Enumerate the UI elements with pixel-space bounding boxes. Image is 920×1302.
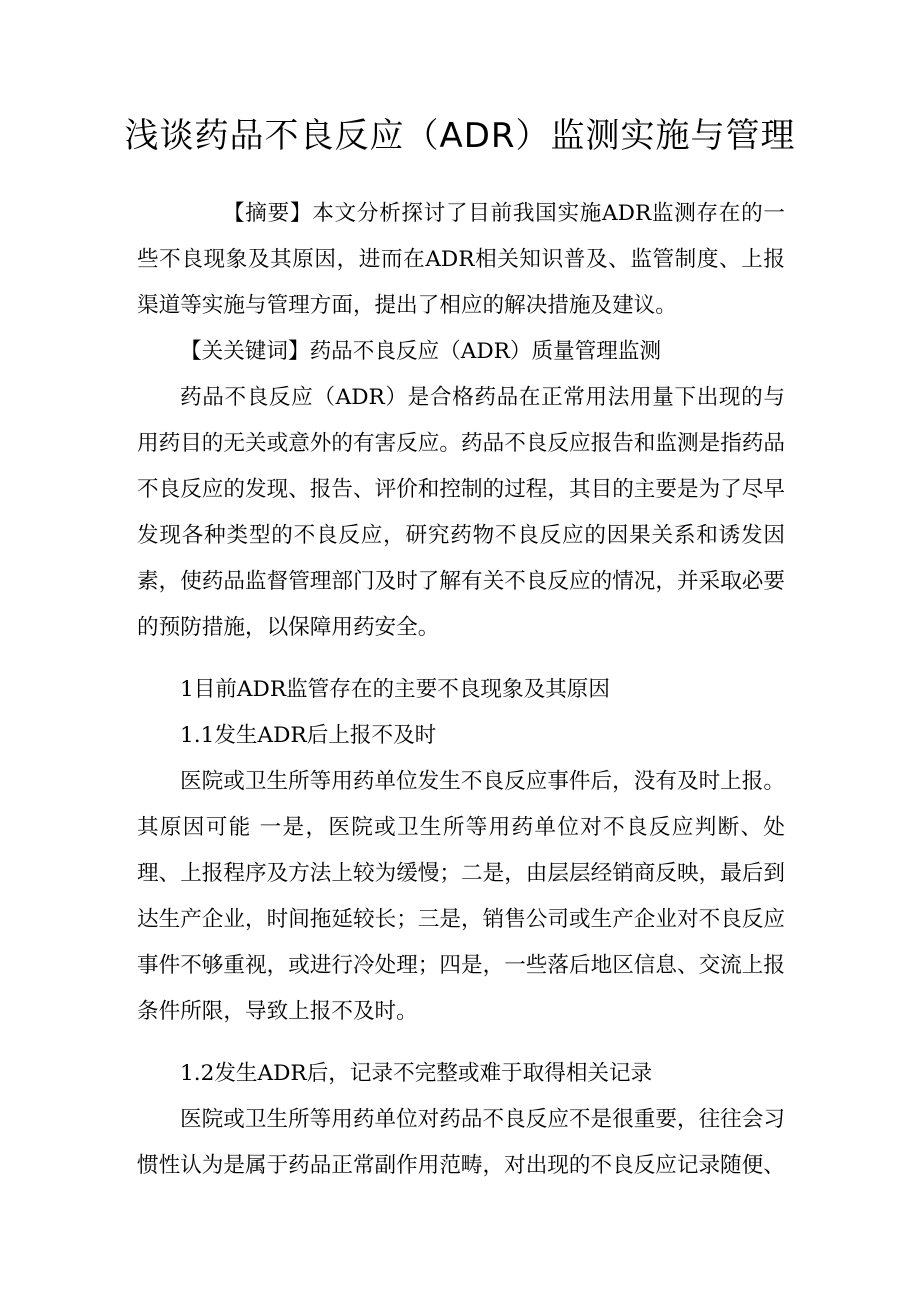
- section-1-2-heading: 1.2发生ADR后，记录不完整或难于取得相关记录: [180, 1061, 653, 1086]
- section-1-heading: 1目前ADR监管存在的主要不良现象及其原因: [180, 677, 610, 702]
- document-title: 浅谈药品不良反应（ADR）监测实施与管理: [124, 116, 796, 156]
- section-1-2-paragraph: 医院或卫生所等用药单位对药品不良反应不是很重要，往往会习惯性认为是属于药品正常副作用范畴，对出现的不良反应记录随便、: [137, 1107, 785, 1178]
- section-1-1-heading: 1.1发生ADR后上报不及时: [180, 723, 437, 748]
- section-1-1-paragraph: 医院或卫生所等用药单位发生不良反应事件后，没有及时上报。其原因可能 一是，医院或卫生所等用药单位对不良反应判断、处理、上报程序及方法上较为缓慢；二是，由层层经销商反映，最后到达生产企业，时间拖延较长；三是，销售公司或生产企业对不良反应事件不够重视，或进行冷处理；四是，一些落后地区信息、交流上报条件所限，导致上报不及时。: [137, 769, 785, 1024]
- keywords-line: 【关关键词】药品不良反应（ADR）质量管理监测: [180, 339, 662, 364]
- abstract-paragraph: 【摘要】本文分析探讨了目前我国实施ADR监测存在的一些不良现象及其原因，进而在ADR相关知识普及、监管制度、上报渠道等实施与管理方面，提出了相应的解决措施及建议。: [137, 201, 785, 318]
- intro-paragraph: 药品不良反应（ADR）是合格药品在正常用法用量下出现的与用药目的无关或意外的有害反应。药品不良反应报告和监测是指药品不良反应的发现、报告、评价和控制的过程，其目的主要是为了尽早发现各种类型的不良反应，研究药物不良反应的因果关系和诱发因素，使药品监督管理部门及时了解有关不良反应的情况，并采取必要的预防措施，以保障用药安全。: [137, 385, 785, 640]
